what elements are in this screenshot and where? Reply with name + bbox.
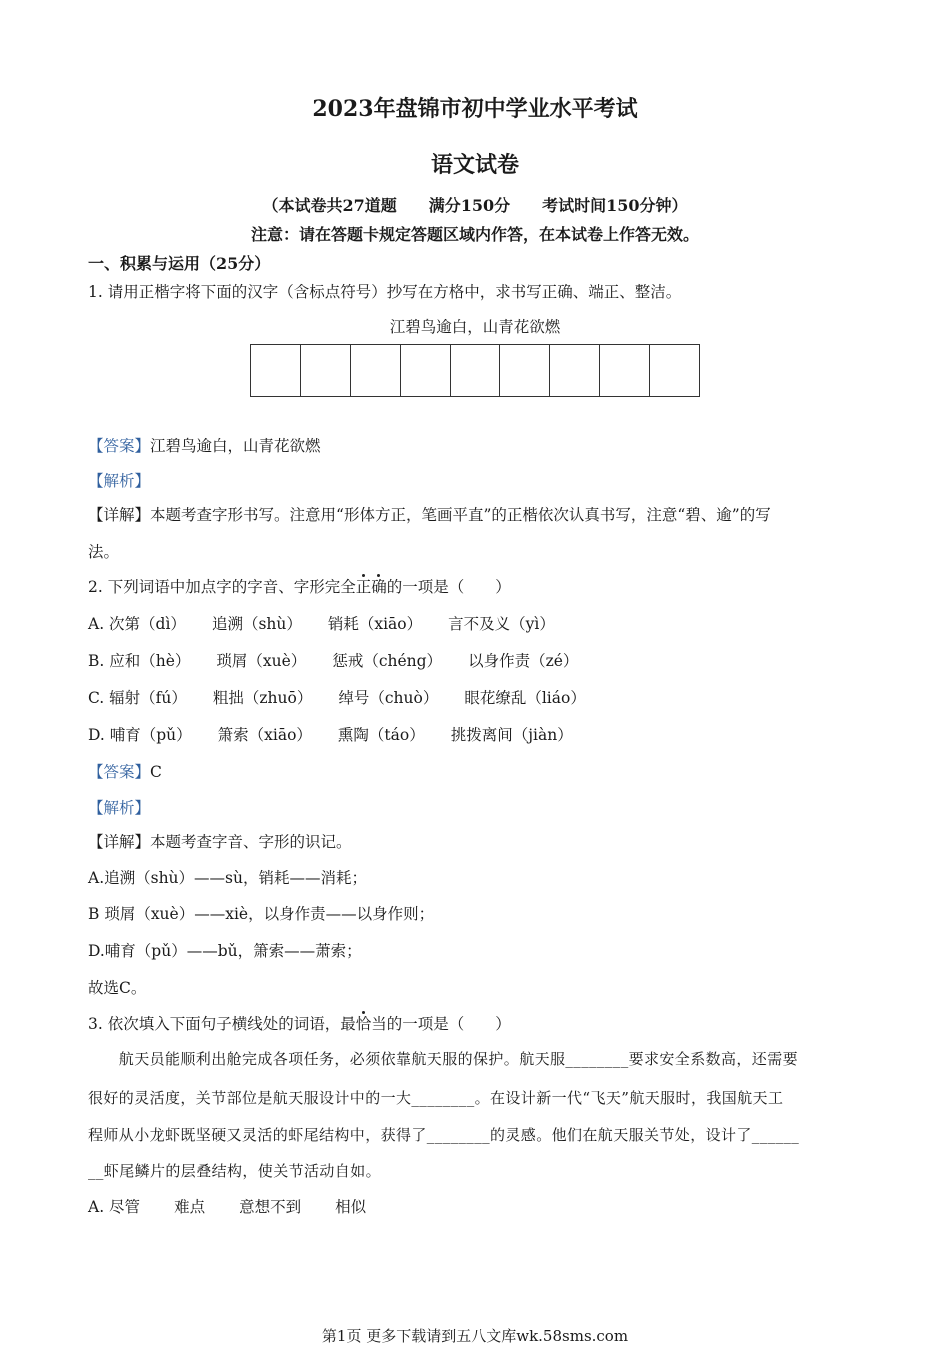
exam-title: 2023年盘锦市初中学业水平考试 [312, 96, 638, 122]
q2-detail-text: 本题考查字音、字形的识记。 [150, 833, 352, 851]
grid-cell [550, 345, 600, 396]
q2-detail [88, 830, 352, 852]
q2-option-a [88, 612, 581, 634]
detail-tag: 【详解】 [88, 506, 151, 524]
option-item: D. 哺育（pǔ） [88, 726, 192, 744]
q2-option-c [88, 686, 612, 708]
q3-prompt [88, 1012, 511, 1034]
option-item: 绰号（chuò） [338, 689, 439, 707]
option-item: 以身作责（zé） [468, 652, 579, 670]
q2-prompt-b: 的一项是（ ） [386, 578, 511, 596]
q2-fix-d: D.哺育（pǔ）——bǔ，箫索——萧索； [88, 942, 362, 960]
q2-fix-b: B 琐屑（xuè）——xiè，以身作责——以身作则； [88, 905, 435, 923]
option-item: 意想不到 [239, 1198, 302, 1216]
option-item: 熏陶（táo） [337, 726, 425, 744]
q1-answer: 江碧鸟逾白，山青花欲燃 [150, 437, 321, 455]
section-heading: 一、积累与运用（25分） [88, 254, 271, 273]
q1-answer-line [88, 434, 321, 456]
q2-prompt-a: 2. 下列词语中加点字的字音、字形完全 [88, 578, 356, 596]
grid-cell [600, 345, 650, 396]
grid-cell [251, 345, 301, 396]
q2-fix-a: A.追溯（shù）——sù，销耗——消耗； [88, 869, 367, 887]
q3-passage-line: 很好的灵活度，关节部位是航天服设计中的一大________。在设计新一代“飞天”航天服时，我国航天工 [88, 1089, 784, 1107]
option-item: 琐屑（xuè） [216, 652, 307, 670]
option-item: 难点 [174, 1198, 206, 1216]
q2-answer: C [150, 763, 162, 781]
q1-detail [88, 503, 771, 525]
option-item: C. 辐射（fú） [88, 689, 187, 707]
exam-info: （本试卷共27道题 满分150分 考试时间150分钟） [262, 196, 688, 215]
q1-detail-text: 本题考查字形书写。注意用“形体方正，笔画平直”的正楷依次认真书写，注意“碧、逾”的写 [150, 506, 771, 524]
q2-answer-line [88, 760, 162, 782]
q3-passage-line: __虾尾鳞片的层叠结构，使关节活动自如。 [88, 1162, 382, 1180]
option-item: 粗拙（zhuō） [212, 689, 313, 707]
q3-prompt-a: 3. 依次填入下面句子横线处的词语， [88, 1015, 341, 1033]
option-item: A. 尽管 [88, 1198, 141, 1216]
option-item: 言不及义（yì） [448, 615, 555, 633]
detail-tag: 【详解】 [88, 833, 151, 851]
answer-tag: 【答案】 [88, 763, 151, 781]
option-item: 追溯（shù） [211, 615, 302, 633]
q3-option-a [88, 1195, 400, 1217]
q3-prompt-emph: 最恰当 [340, 1015, 387, 1033]
writing-grid [250, 344, 700, 397]
q2-conclusion: 故选C。 [88, 979, 147, 997]
option-item: 惩戒（chéng） [332, 652, 443, 670]
exam-notice: 注意：请在答题卡规定答题区域内作答，在本试卷上作答无效。 [250, 225, 699, 244]
q3-passage-line: 程师从小龙虾既坚硬又灵活的虾尾结构中，获得了________的灵感。他们在航天服关节处，设计了______ [88, 1126, 800, 1144]
option-item: 箫索（xiāo） [217, 726, 312, 744]
option-item: 相似 [335, 1198, 367, 1216]
q3-prompt-b: 的一项是（ ） [386, 1015, 511, 1033]
grid-cell [650, 345, 699, 396]
grid-cell [401, 345, 451, 396]
option-item: 销耗（xiāo） [327, 615, 423, 633]
q2-prompt-emph2: 确 [371, 578, 387, 596]
q3-passage-line: 航天员能顺利出舱完成各项任务，必须依靠航天服的保护。航天服________要求安全系数高，还需要 [88, 1050, 799, 1068]
option-item: A. 次第（dì） [88, 615, 186, 633]
q2-option-b [88, 649, 604, 671]
grid-cell [301, 345, 351, 396]
q1-source-text: 江碧鸟逾白，山青花欲燃 [389, 318, 561, 336]
q1-detail-cont: 法。 [88, 543, 120, 561]
q2-prompt [88, 575, 511, 597]
option-item: B. 应和（hè） [88, 652, 191, 670]
grid-cell [500, 345, 550, 396]
exam-subtitle: 语文试卷 [430, 152, 519, 178]
grid-cell [451, 345, 501, 396]
option-item: 眼花缭乱（liáo） [464, 689, 586, 707]
q2-option-d [88, 723, 599, 745]
answer-tag: 【答案】 [88, 437, 151, 455]
q2-analysis-tag: 【解析】 [88, 799, 151, 817]
grid-cell [351, 345, 401, 396]
page-footer: 第1页 更多下载请到五八文库wk.58sms.com [321, 1327, 629, 1345]
q1-prompt: 1. 请用正楷字将下面的汉字（含标点符号）抄写在方格中，求书写正确、端正、整洁。 [88, 283, 682, 301]
option-item: 挑拨离间（jiàn） [450, 726, 573, 744]
q2-prompt-emph1: 正 [355, 578, 372, 596]
q1-analysis-tag: 【解析】 [88, 472, 151, 490]
